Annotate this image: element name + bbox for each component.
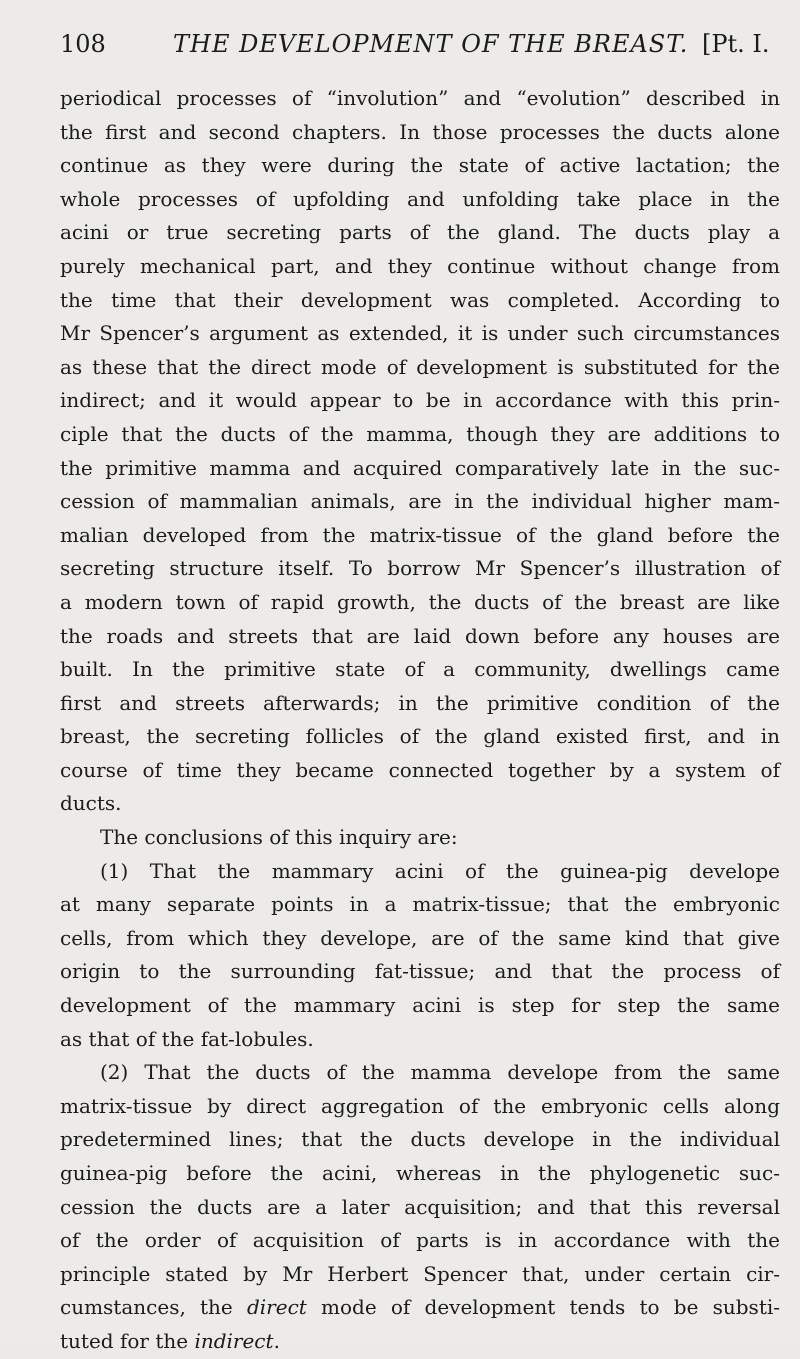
text-line: (2) That the ducts of the mamma develope from the same <box>100 1060 780 1085</box>
text-segment: mode of development tends to be substi- <box>306 1295 781 1320</box>
text-line: continue as they were during the state of active lactation; the <box>60 153 780 178</box>
running-head <box>60 30 775 70</box>
text-line: the roads and streets that are laid down before any houses are <box>60 623 780 648</box>
text-line <box>60 1291 780 1325</box>
text-line: principle stated by Mr Herbert Spencer that, under certain cir- <box>60 1261 780 1286</box>
text-segment: tuted for the <box>60 1328 195 1353</box>
text-line: breast, the secreting follicles of the gland existed first, and in <box>60 724 780 749</box>
text-line: built. In the primitive state of a community, dwellings came <box>60 657 780 682</box>
text-line: the time that their development was completed. According to <box>60 287 780 312</box>
text-line: The conclusions of this inquiry are: <box>100 825 458 850</box>
text-line: Mr Spencer’s argument as extended, it is under such circumstances <box>60 321 780 346</box>
text-segment: cumstances, the <box>60 1295 247 1320</box>
text-segment: . <box>273 1328 280 1353</box>
text-line: indirect; and it would appear to be in accordance with this prin- <box>60 388 780 413</box>
text-line: at many separate points in a matrix-tissue; that the embryonic <box>60 892 780 917</box>
part-label: [Pt. I. <box>702 30 770 58</box>
text-line: ciple that the ducts of the mamma, though they are additions to <box>60 421 780 446</box>
running-title: THE DEVELOPMENT OF THE BREAST. <box>173 30 689 58</box>
text-emphasis: indirect <box>194 1328 274 1353</box>
text-line: ducts. <box>60 791 122 816</box>
text-line: the first and second chapters. In those processes the ducts alone <box>60 119 780 144</box>
text-line: as that of the fat-lobules. <box>60 1026 314 1051</box>
page-number: 108 <box>60 30 106 58</box>
text-line <box>60 1325 780 1359</box>
text-line: purely mechanical part, and they continue without change from <box>60 253 780 278</box>
text-line: course of time they became connected together by a system of <box>60 757 780 782</box>
text-line: predetermined lines; that the ducts develope in the individual <box>60 1127 780 1152</box>
text-line: cession of mammalian animals, are in the individual higher mam- <box>60 489 780 514</box>
text-line: development of the mammary acini is step for step the same <box>60 993 780 1018</box>
text-line: a modern town of rapid growth, the ducts of the breast are like <box>60 589 780 614</box>
text-line: first and streets afterwards; in the primitive condition of the <box>60 690 780 715</box>
text-line: whole processes of upfolding and unfolding take place in the <box>60 186 780 211</box>
text-line: as these that the direct mode of development is substituted for the <box>60 354 780 379</box>
text-emphasis: direct <box>246 1295 307 1320</box>
text-line: cession the ducts are a later acquisition; and that this reversal <box>60 1194 780 1219</box>
text-line: origin to the surrounding fat-tissue; and that the process of <box>60 959 780 984</box>
body-text <box>60 82 780 1359</box>
text-line: malian developed from the matrix-tissue of the gland before the <box>60 522 780 547</box>
text-line: cells, from which they develope, are of the same kind that give <box>60 925 780 950</box>
text-line: secreting structure itself. To borrow Mr Spencer’s illustration of <box>60 556 780 581</box>
text-line: matrix-tissue by direct aggregation of the embryonic cells along <box>60 1093 780 1118</box>
text-line: (1) That the mammary acini of the guinea-pig develope <box>100 858 780 883</box>
text-line: periodical processes of “involution” and “evolution” described in <box>60 86 780 110</box>
text-line: of the order of acquisition of parts is in accordance with the <box>60 1228 780 1253</box>
text-line: the primitive mamma and acquired comparatively late in the suc- <box>60 455 780 480</box>
text-line: acini or true secreting parts of the gland. The ducts play a <box>60 220 780 245</box>
text-line: guinea-pig before the acini, whereas in the phylogenetic suc- <box>60 1161 780 1185</box>
